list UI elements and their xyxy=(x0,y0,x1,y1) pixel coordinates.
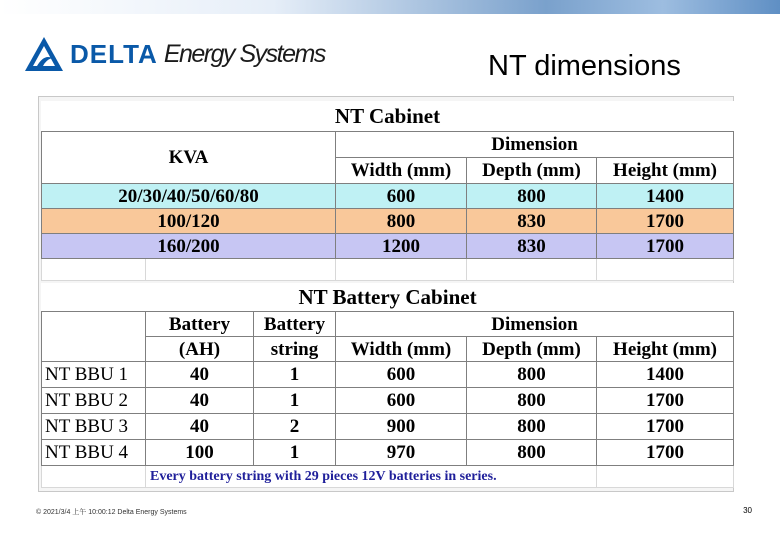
delta-logo xyxy=(24,30,325,78)
bbu-name-cell: NT BBU 4 xyxy=(42,440,146,466)
battery-height-header: Height (mm) xyxy=(597,337,734,362)
width-cell: 970 xyxy=(336,440,467,466)
ah-cell: 40 xyxy=(146,388,254,414)
width-cell: 800 xyxy=(336,209,467,234)
width-cell: 600 xyxy=(336,362,467,388)
width-cell: 600 xyxy=(336,388,467,414)
battery-depth-header: Depth (mm) xyxy=(467,337,597,362)
kva-header: KVA xyxy=(42,132,336,184)
ah-cell: 40 xyxy=(146,414,254,440)
string-cell: 1 xyxy=(254,362,336,388)
bbu-name-cell: NT BBU 1 xyxy=(42,362,146,388)
string-cell: 1 xyxy=(254,440,336,466)
battery-note: Every battery string with 29 pieces 12V batteries in series. xyxy=(146,466,597,488)
table-row xyxy=(42,362,734,388)
cabinet-depth-header: Depth (mm) xyxy=(467,158,597,184)
slide-title: NT dimensions xyxy=(488,50,681,82)
table-row xyxy=(42,388,734,414)
note-row xyxy=(42,466,734,488)
depth-cell: 800 xyxy=(467,440,597,466)
nt-cabinet-table xyxy=(41,101,734,281)
width-cell: 600 xyxy=(336,184,467,209)
table-row xyxy=(42,414,734,440)
height-cell: 1400 xyxy=(597,362,734,388)
depth-cell: 800 xyxy=(467,388,597,414)
battery-ah-header-line1: Battery xyxy=(146,312,254,337)
kva-cell: 100/120 xyxy=(42,209,336,234)
kva-cell: 160/200 xyxy=(42,234,336,259)
bbu-name-cell: NT BBU 3 xyxy=(42,414,146,440)
height-cell: 1700 xyxy=(597,234,734,259)
depth-cell: 800 xyxy=(467,362,597,388)
kva-cell: 20/30/40/50/60/80 xyxy=(42,184,336,209)
height-cell: 1700 xyxy=(597,388,734,414)
embedded-spreadsheet xyxy=(38,96,734,492)
depth-cell: 830 xyxy=(467,209,597,234)
delta-triangle-logo-icon xyxy=(24,36,64,72)
ah-cell: 100 xyxy=(146,440,254,466)
footer-text: © 2021/3/4 上午 10:00:12 Delta Energy Systems xyxy=(36,509,187,516)
height-cell: 1400 xyxy=(597,184,734,209)
battery-string-header-line2: string xyxy=(254,337,336,362)
table-row xyxy=(42,209,734,234)
nt-battery-cabinet-table xyxy=(41,283,734,488)
top-gradient-bar xyxy=(0,0,780,14)
ah-cell: 40 xyxy=(146,362,254,388)
string-cell: 2 xyxy=(254,414,336,440)
table-row xyxy=(42,440,734,466)
cabinet-dimension-header: Dimension xyxy=(336,132,734,158)
width-cell: 900 xyxy=(336,414,467,440)
height-cell: 1700 xyxy=(597,440,734,466)
depth-cell: 800 xyxy=(467,184,597,209)
cabinet-table-title: NT Cabinet xyxy=(42,102,734,132)
height-cell: 1700 xyxy=(597,414,734,440)
battery-dimension-header: Dimension xyxy=(336,312,734,337)
battery-table-title: NT Battery Cabinet xyxy=(42,284,734,312)
cabinet-width-header: Width (mm) xyxy=(336,158,467,184)
width-cell: 1200 xyxy=(336,234,467,259)
table-row xyxy=(42,234,734,259)
cabinet-height-header: Height (mm) xyxy=(597,158,734,184)
blank-row xyxy=(42,259,734,281)
battery-ah-header-line2: (AH) xyxy=(146,337,254,362)
page-number: 30 xyxy=(743,506,752,515)
height-cell: 1700 xyxy=(597,209,734,234)
depth-cell: 830 xyxy=(467,234,597,259)
string-cell: 1 xyxy=(254,388,336,414)
battery-width-header: Width (mm) xyxy=(336,337,467,362)
table-row xyxy=(42,184,734,209)
logo-sub-text: Energy Systems xyxy=(163,39,325,68)
logo-brand-text: DELTA xyxy=(70,38,158,69)
name-header-cell xyxy=(42,312,146,362)
depth-cell: 800 xyxy=(467,414,597,440)
bbu-name-cell: NT BBU 2 xyxy=(42,388,146,414)
battery-string-header-line1: Battery xyxy=(254,312,336,337)
